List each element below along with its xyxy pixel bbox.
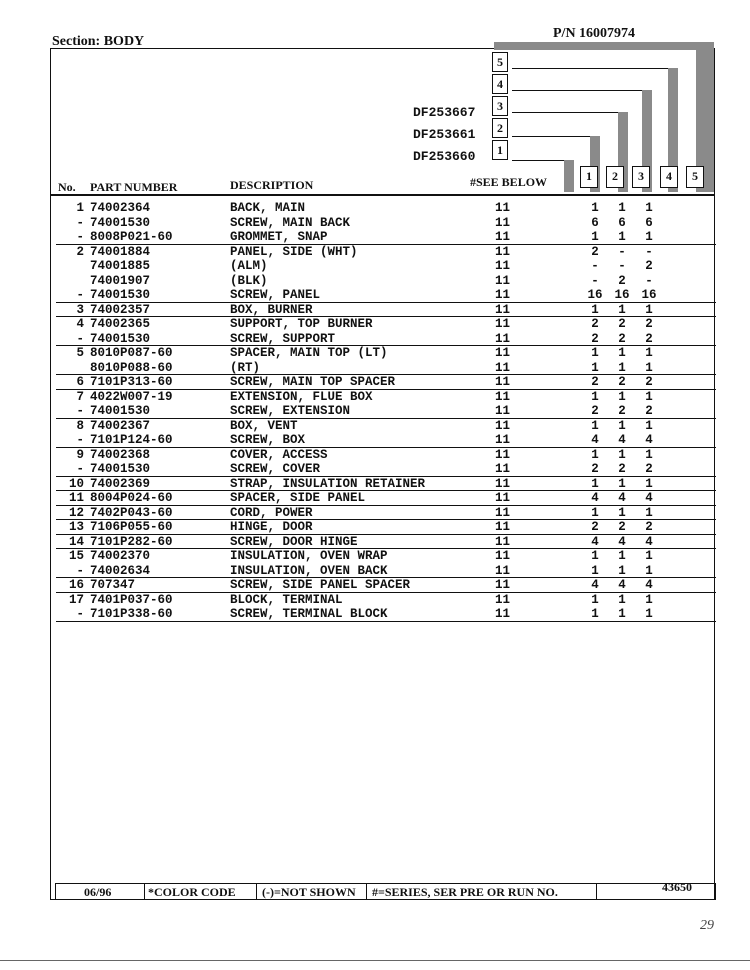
page-bottom-rule bbox=[0, 960, 750, 961]
row-series: 11 bbox=[495, 592, 511, 607]
row-qty-col2: 2 bbox=[618, 404, 626, 418]
row-qty-col3: - bbox=[645, 273, 653, 288]
row-qty-col3: 1 bbox=[645, 563, 653, 578]
row-divider bbox=[56, 476, 716, 477]
row-qty-col3: 2 bbox=[645, 375, 653, 389]
row-qty-col3: 1 bbox=[645, 447, 653, 462]
row-qty-col1: - bbox=[591, 273, 599, 288]
row-item-number: 7 bbox=[76, 389, 84, 404]
row-qty-col1: - bbox=[591, 259, 599, 273]
footer-page-number: 43650 bbox=[662, 880, 692, 894]
row-series: 11 bbox=[495, 520, 511, 534]
row-item-number: - bbox=[76, 230, 84, 244]
row-part-number: 74001907 bbox=[90, 273, 151, 288]
row-description: COVER, ACCESS bbox=[230, 447, 328, 462]
row-description: INSULATION, OVEN BACK bbox=[230, 563, 388, 578]
row-qty-col3: 1 bbox=[645, 360, 653, 375]
row-divider bbox=[56, 374, 716, 375]
row-series: 11 bbox=[495, 462, 511, 476]
row-series: 11 bbox=[495, 578, 511, 592]
row-description: SCREW, MAIN TOP SPACER bbox=[230, 375, 396, 389]
row-series: 11 bbox=[495, 244, 511, 259]
row-qty-col2: 1 bbox=[618, 346, 626, 360]
row-part-number: 74001884 bbox=[90, 244, 151, 259]
row-series: 11 bbox=[495, 491, 511, 505]
row-qty-col2: 4 bbox=[618, 534, 626, 549]
row-divider bbox=[56, 577, 716, 578]
row-qty-col1: 2 bbox=[591, 331, 599, 346]
table-row bbox=[0, 317, 750, 332]
row-item-number: 9 bbox=[76, 447, 84, 462]
row-qty-col1: 1 bbox=[591, 418, 599, 433]
footer-not-shown: (-)=NOT SHOWN bbox=[262, 885, 356, 899]
row-qty-col1: 2 bbox=[591, 520, 599, 534]
row-series: 11 bbox=[495, 404, 511, 418]
row-qty-col3: 1 bbox=[645, 346, 653, 360]
row-part-number: 8004P024-60 bbox=[90, 491, 173, 505]
row-qty-col2: 2 bbox=[618, 462, 626, 476]
row-description: BACK, MAIN bbox=[230, 201, 306, 215]
row-qty-col1: 1 bbox=[591, 563, 599, 578]
row-part-number: 8010P087-60 bbox=[90, 346, 173, 360]
row-qty-col3: 16 bbox=[641, 288, 657, 302]
row-qty-col2: 4 bbox=[618, 491, 626, 505]
row-qty-col1: 2 bbox=[591, 404, 599, 418]
row-qty-col2: 1 bbox=[618, 592, 626, 607]
row-divider bbox=[56, 244, 716, 245]
row-qty-col1: 16 bbox=[587, 288, 603, 302]
row-qty-col2: 2 bbox=[618, 273, 626, 288]
row-divider bbox=[56, 345, 716, 346]
row-description: SCREW, EXTENSION bbox=[230, 404, 351, 418]
row-qty-col3: 1 bbox=[645, 230, 653, 244]
row-description: SPACER, SIDE PANEL bbox=[230, 491, 366, 505]
row-series: 11 bbox=[495, 375, 511, 389]
footer-series: #=SERIES, SER PRE OR RUN NO. bbox=[372, 885, 558, 899]
row-qty-col2: 1 bbox=[618, 302, 626, 317]
row-qty-col3: 1 bbox=[645, 201, 653, 215]
row-description: (RT) bbox=[230, 360, 261, 375]
row-qty-col1: 2 bbox=[591, 317, 599, 331]
column-label-5: 5 bbox=[492, 52, 508, 72]
row-series: 11 bbox=[495, 215, 511, 230]
row-part-number: 7401P037-60 bbox=[90, 592, 173, 607]
model-column-graphic bbox=[486, 42, 714, 192]
handwritten-mark: 29 bbox=[700, 918, 714, 933]
row-divider bbox=[56, 621, 716, 622]
row-qty-col3: 1 bbox=[645, 418, 653, 433]
row-qty-col1: 4 bbox=[591, 433, 599, 447]
row-part-number: 707347 bbox=[90, 578, 136, 592]
row-part-number: 7106P055-60 bbox=[90, 520, 173, 534]
row-item-number: 16 bbox=[68, 578, 84, 592]
row-qty-col2: 1 bbox=[618, 201, 626, 215]
row-part-number: 74001530 bbox=[90, 288, 151, 302]
table-row bbox=[0, 245, 750, 260]
row-qty-col2: 1 bbox=[618, 505, 626, 520]
row-qty-col3: - bbox=[645, 244, 653, 259]
row-qty-col1: 1 bbox=[591, 476, 599, 491]
row-series: 11 bbox=[495, 534, 511, 549]
row-part-number: 7402P043-60 bbox=[90, 505, 173, 520]
row-description: HINGE, DOOR bbox=[230, 520, 313, 534]
row-item-number: - bbox=[76, 404, 84, 418]
row-qty-col2: 4 bbox=[618, 433, 626, 447]
row-qty-col1: 4 bbox=[591, 578, 599, 592]
row-qty-col2: 4 bbox=[618, 578, 626, 592]
header-part-number: PART NUMBER bbox=[90, 180, 178, 194]
row-qty-col2: 1 bbox=[618, 607, 626, 621]
row-series: 11 bbox=[495, 317, 511, 331]
row-description: PANEL, SIDE (WHT) bbox=[230, 244, 358, 259]
column-label-4: 4 bbox=[492, 74, 508, 94]
row-qty-col1: 1 bbox=[591, 346, 599, 360]
row-part-number: 74002365 bbox=[90, 317, 151, 331]
row-qty-col1: 1 bbox=[591, 360, 599, 375]
row-qty-col3: 1 bbox=[645, 592, 653, 607]
table-row bbox=[0, 549, 750, 564]
section-title: Section: BODY bbox=[52, 34, 145, 49]
row-qty-col2: 2 bbox=[618, 375, 626, 389]
row-series: 11 bbox=[495, 360, 511, 375]
row-description: (BLK) bbox=[230, 273, 268, 288]
row-qty-col1: 4 bbox=[591, 534, 599, 549]
row-qty-col2: 1 bbox=[618, 563, 626, 578]
row-qty-col2: 1 bbox=[618, 418, 626, 433]
row-series: 11 bbox=[495, 418, 511, 433]
table-row bbox=[0, 419, 750, 434]
row-series: 11 bbox=[495, 288, 511, 302]
row-item-number: 2 bbox=[76, 244, 84, 259]
part-number-header: P/N 16007974 bbox=[553, 26, 636, 41]
row-item-number: 5 bbox=[76, 346, 84, 360]
row-divider bbox=[56, 316, 716, 317]
row-part-number: 74002634 bbox=[90, 563, 151, 578]
row-series: 11 bbox=[495, 447, 511, 462]
row-qty-col2: 1 bbox=[618, 549, 626, 563]
row-description: SCREW, PANEL bbox=[230, 288, 321, 302]
model-code-3: DF253667 bbox=[413, 105, 476, 120]
header-description: DESCRIPTION bbox=[230, 178, 314, 192]
column-header-1: 1 bbox=[580, 166, 598, 188]
row-series: 11 bbox=[495, 331, 511, 346]
row-description: SUPPORT, TOP BURNER bbox=[230, 317, 373, 331]
row-series: 11 bbox=[495, 607, 511, 621]
row-part-number: 7101P282-60 bbox=[90, 534, 173, 549]
row-divider bbox=[56, 389, 716, 390]
row-divider bbox=[56, 534, 716, 535]
row-item-number: 1 bbox=[76, 201, 84, 215]
row-item-number: - bbox=[76, 215, 84, 230]
row-description: SCREW, SUPPORT bbox=[230, 331, 336, 346]
row-qty-col2: 1 bbox=[618, 476, 626, 491]
row-description: SCREW, BOX bbox=[230, 433, 306, 447]
row-part-number: 74002369 bbox=[90, 476, 151, 491]
row-qty-col1: 1 bbox=[591, 592, 599, 607]
row-description: BOX, BURNER bbox=[230, 302, 313, 317]
row-qty-col3: 4 bbox=[645, 578, 653, 592]
row-qty-col2: 6 bbox=[618, 215, 626, 230]
row-part-number: 7101P313-60 bbox=[90, 375, 173, 389]
row-item-number: 15 bbox=[68, 549, 84, 563]
row-qty-col2: - bbox=[618, 244, 626, 259]
row-qty-col2: 2 bbox=[618, 331, 626, 346]
row-divider bbox=[56, 302, 716, 303]
row-divider bbox=[56, 505, 716, 506]
row-qty-col2: 2 bbox=[618, 317, 626, 331]
row-qty-col1: 2 bbox=[591, 462, 599, 476]
table-row bbox=[0, 201, 750, 216]
row-qty-col3: 4 bbox=[645, 433, 653, 447]
row-part-number: 7101P124-60 bbox=[90, 433, 173, 447]
row-series: 11 bbox=[495, 302, 511, 317]
row-qty-col1: 2 bbox=[591, 375, 599, 389]
row-qty-col1: 1 bbox=[591, 505, 599, 520]
row-part-number: 74002368 bbox=[90, 447, 151, 462]
row-item-number: 4 bbox=[76, 317, 84, 331]
row-qty-col3: 1 bbox=[645, 607, 653, 621]
column-label-3: 3 bbox=[492, 96, 508, 116]
table-row bbox=[0, 390, 750, 405]
row-part-number: 74002370 bbox=[90, 549, 151, 563]
table-row bbox=[0, 448, 750, 463]
row-part-number: 74001530 bbox=[90, 462, 151, 476]
row-item-number: 3 bbox=[76, 302, 84, 317]
header-rule bbox=[50, 194, 715, 196]
footer-legend bbox=[55, 880, 716, 900]
row-qty-col2: 1 bbox=[618, 230, 626, 244]
row-part-number: 8010P088-60 bbox=[90, 360, 173, 375]
row-part-number: 74001885 bbox=[90, 259, 151, 273]
row-part-number: 74002367 bbox=[90, 418, 151, 433]
column-header-2: 2 bbox=[606, 166, 624, 188]
row-series: 11 bbox=[495, 505, 511, 520]
column-label-2: 2 bbox=[492, 118, 508, 138]
row-qty-col3: 1 bbox=[645, 302, 653, 317]
row-part-number: 74001530 bbox=[90, 331, 151, 346]
row-qty-col3: 4 bbox=[645, 534, 653, 549]
row-qty-col3: 2 bbox=[645, 331, 653, 346]
row-item-number: 13 bbox=[68, 520, 84, 534]
row-series: 11 bbox=[495, 549, 511, 563]
row-item-number: - bbox=[76, 433, 84, 447]
row-part-number: 4022W007-19 bbox=[90, 389, 173, 404]
row-description: BLOCK, TERMINAL bbox=[230, 592, 343, 607]
table-row bbox=[0, 346, 750, 361]
row-item-number: 10 bbox=[68, 476, 84, 491]
row-series: 11 bbox=[495, 433, 511, 447]
row-description: SPACER, MAIN TOP (LT) bbox=[230, 346, 388, 360]
row-item-number: 6 bbox=[76, 375, 84, 389]
row-series: 11 bbox=[495, 201, 511, 215]
row-divider bbox=[56, 548, 716, 549]
row-item-number: - bbox=[76, 331, 84, 346]
row-qty-col3: 2 bbox=[645, 520, 653, 534]
row-qty-col1: 2 bbox=[591, 244, 599, 259]
footer-date: 06/96 bbox=[84, 885, 112, 899]
row-part-number: 74002364 bbox=[90, 201, 151, 215]
row-series: 11 bbox=[495, 230, 511, 244]
row-qty-col2: 1 bbox=[618, 389, 626, 404]
column-header-3: 3 bbox=[632, 166, 650, 188]
row-qty-col2: - bbox=[618, 259, 626, 273]
header-see-below: #SEE BELOW bbox=[470, 175, 548, 189]
table-row bbox=[0, 259, 750, 274]
row-description: (ALM) bbox=[230, 259, 268, 273]
row-qty-col3: 2 bbox=[645, 259, 653, 273]
row-item-number: 14 bbox=[68, 534, 84, 549]
row-qty-col3: 1 bbox=[645, 549, 653, 563]
row-description: SCREW, SIDE PANEL SPACER bbox=[230, 578, 411, 592]
row-series: 11 bbox=[495, 476, 511, 491]
row-description: SCREW, COVER bbox=[230, 462, 321, 476]
row-qty-col1: 1 bbox=[591, 607, 599, 621]
row-description: STRAP, INSULATION RETAINER bbox=[230, 476, 426, 491]
row-item-number: 11 bbox=[68, 491, 84, 505]
row-item-number: 12 bbox=[68, 505, 84, 520]
row-qty-col3: 1 bbox=[645, 389, 653, 404]
row-item-number: - bbox=[76, 288, 84, 302]
row-qty-col3: 2 bbox=[645, 462, 653, 476]
row-divider bbox=[56, 519, 716, 520]
table-row bbox=[0, 274, 750, 289]
footer-color-code: *COLOR CODE bbox=[148, 885, 236, 899]
row-qty-col1: 1 bbox=[591, 201, 599, 215]
column-label-1: 1 bbox=[492, 140, 508, 160]
row-qty-col2: 1 bbox=[618, 447, 626, 462]
row-description: SCREW, MAIN BACK bbox=[230, 215, 351, 230]
row-part-number: 7101P338-60 bbox=[90, 607, 173, 621]
row-part-number: 74001530 bbox=[90, 404, 151, 418]
row-qty-col2: 1 bbox=[618, 360, 626, 375]
row-qty-col2: 16 bbox=[614, 288, 630, 302]
row-part-number: 74002357 bbox=[90, 302, 151, 317]
row-qty-col3: 1 bbox=[645, 476, 653, 491]
row-item-number: - bbox=[76, 462, 84, 476]
row-qty-col3: 6 bbox=[645, 215, 653, 230]
table-row bbox=[0, 216, 750, 231]
row-item-number: - bbox=[76, 607, 84, 621]
table-row bbox=[0, 593, 750, 608]
row-qty-col1: 6 bbox=[591, 215, 599, 230]
model-code-1: DF253660 bbox=[413, 149, 476, 164]
row-description: SCREW, TERMINAL BLOCK bbox=[230, 607, 388, 621]
row-qty-col1: 1 bbox=[591, 302, 599, 317]
row-item-number: 8 bbox=[76, 418, 84, 433]
row-divider bbox=[56, 418, 716, 419]
row-series: 11 bbox=[495, 563, 511, 578]
model-code-2: DF253661 bbox=[413, 127, 476, 142]
row-divider bbox=[56, 592, 716, 593]
row-qty-col1: 4 bbox=[591, 491, 599, 505]
row-series: 11 bbox=[495, 389, 511, 404]
row-qty-col3: 2 bbox=[645, 317, 653, 331]
row-description: SCREW, DOOR HINGE bbox=[230, 534, 358, 549]
row-divider bbox=[56, 490, 716, 491]
row-qty-col1: 1 bbox=[591, 447, 599, 462]
column-header-4: 4 bbox=[660, 166, 678, 188]
row-divider bbox=[56, 447, 716, 448]
row-qty-col1: 1 bbox=[591, 549, 599, 563]
row-part-number: 74001530 bbox=[90, 215, 151, 230]
column-header-5: 5 bbox=[686, 166, 704, 188]
row-item-number: 17 bbox=[68, 592, 84, 607]
row-qty-col3: 4 bbox=[645, 491, 653, 505]
row-description: GROMMET, SNAP bbox=[230, 230, 328, 244]
row-series: 11 bbox=[495, 259, 511, 273]
row-description: INSULATION, OVEN WRAP bbox=[230, 549, 388, 563]
row-part-number: 8008P021-60 bbox=[90, 230, 173, 244]
row-series: 11 bbox=[495, 273, 511, 288]
row-qty-col2: 2 bbox=[618, 520, 626, 534]
header-no: No. bbox=[58, 180, 76, 194]
row-qty-col3: 1 bbox=[645, 505, 653, 520]
row-qty-col1: 1 bbox=[591, 230, 599, 244]
row-description: EXTENSION, FLUE BOX bbox=[230, 389, 373, 404]
row-qty-col3: 2 bbox=[645, 404, 653, 418]
row-qty-col1: 1 bbox=[591, 389, 599, 404]
row-description: CORD, POWER bbox=[230, 505, 313, 520]
row-series: 11 bbox=[495, 346, 511, 360]
row-description: BOX, VENT bbox=[230, 418, 298, 433]
row-item-number: - bbox=[76, 563, 84, 578]
